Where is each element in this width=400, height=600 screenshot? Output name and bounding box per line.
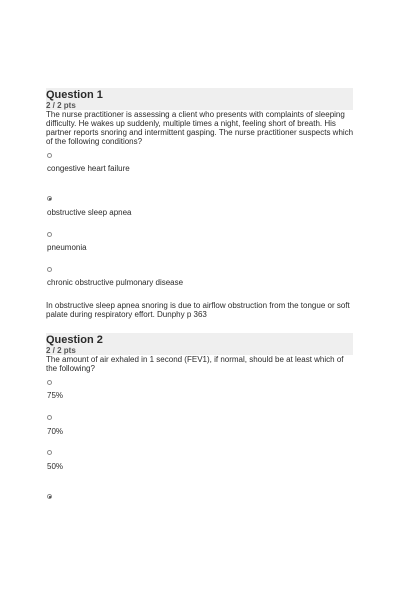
question-1-option-1-radio[interactable] — [47, 153, 52, 158]
question-2-option-1-radio[interactable] — [47, 380, 52, 385]
question-2-option-4-radio[interactable] — [47, 494, 52, 499]
question-1-option-4-radio[interactable] — [47, 267, 52, 272]
question-1-option-2-label[interactable]: obstructive sleep apnea — [47, 208, 132, 217]
question-1-header — [46, 88, 353, 110]
question-2-title: Question 2 — [46, 334, 103, 346]
question-2-header — [46, 333, 353, 355]
question-2-option-3-radio[interactable] — [47, 450, 52, 455]
question-2-option-1-label[interactable]: 75% — [47, 391, 64, 400]
question-2-option-2-radio[interactable] — [47, 415, 52, 420]
question-1-points: 2 / 2 pts — [46, 101, 76, 110]
question-2-option-2-label[interactable]: 70% — [47, 427, 64, 436]
question-1-option-3-label[interactable]: pneumonia — [47, 243, 87, 252]
question-1-option-4-label[interactable]: chronic obstructive pulmonary disease — [47, 278, 184, 287]
question-1-explanation: In obstructive sleep apnea snoring is due to airflow obstruction from the tongue or soft palate during respiratory effort. Dunphy p 363 — [46, 301, 350, 319]
question-2-text: The amount of air exhaled in 1 second (FEV1), if normal, should be at least which of the following? — [46, 355, 344, 373]
question-1-title: Question 1 — [46, 89, 103, 101]
question-2-option-3-label[interactable]: 50% — [47, 462, 64, 471]
question-1-option-1-label[interactable]: congestive heart failure — [47, 164, 130, 173]
question-1-option-2-radio[interactable] — [47, 196, 52, 201]
question-1-option-3-radio[interactable] — [47, 232, 52, 237]
question-2-points: 2 / 2 pts — [46, 346, 76, 355]
question-1-text: The nurse practitioner is assessing a client who presents with complaints of sleeping difficulty. He wakes up suddenly, multiple times a night, feeling short of breath. His partner reports snoring and intermittent gasping. The nurse practitioner suspects which of the following conditions? — [46, 110, 354, 146]
